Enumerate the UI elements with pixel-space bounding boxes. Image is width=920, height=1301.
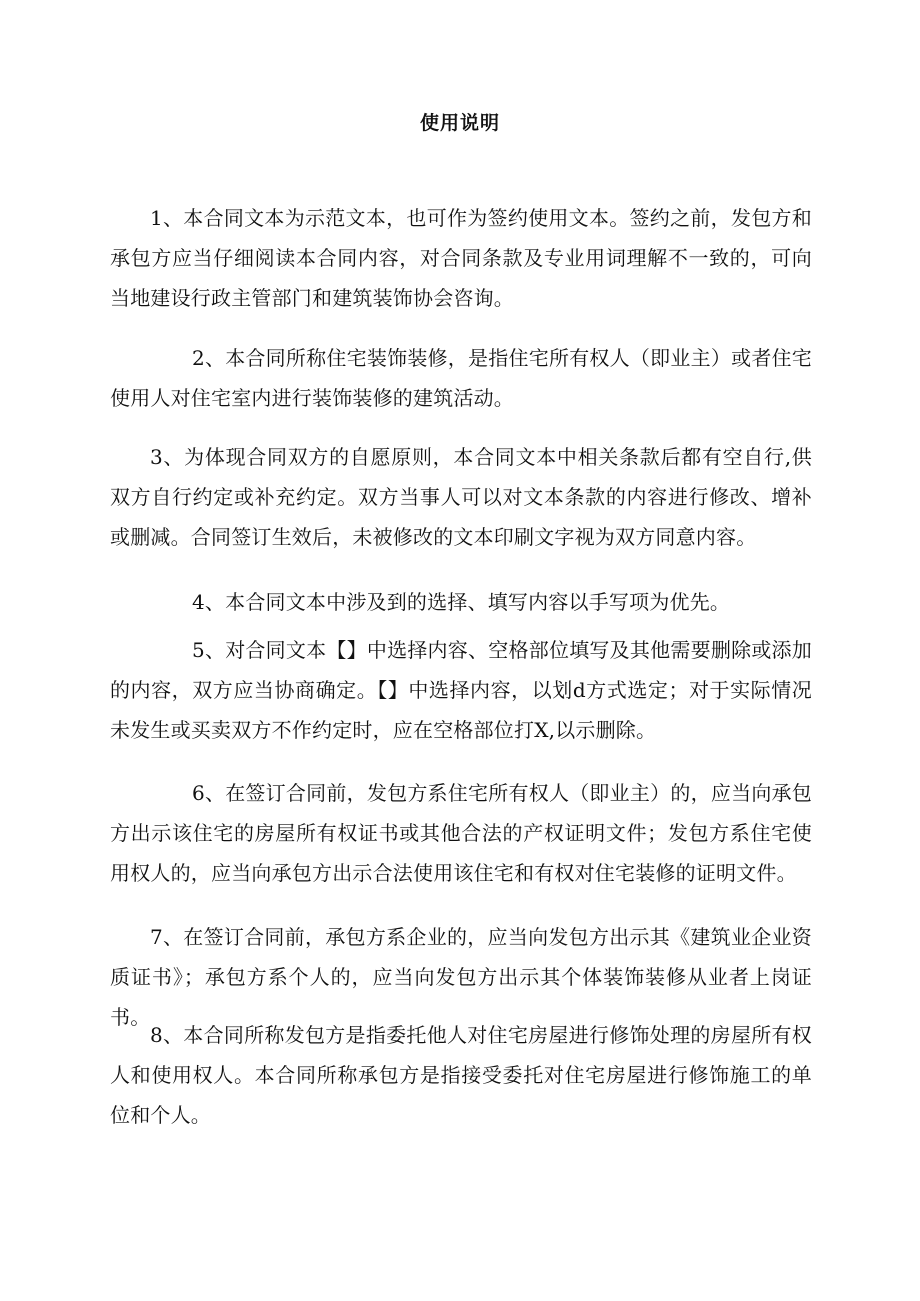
paragraph-6: 6、在签订合同前，发包方系住宅所有权人（即业主）的，应当向承包方出示该住宅的房屋所有权证书或其他合法的产权证明文件；发包方系住宅使用权人的，应当向承包方出示合法使用该住宅和有权对住宅装修的证明文件。	[110, 781, 812, 885]
page-title: 使用说明	[419, 112, 500, 134]
paragraph-1: 1、本合同文本为示范文本，也可作为签约使用文本。签约之前，发包方和承包方应当仔细阅读本合同内容，对合同条款及专业用词理解不一致的，可向当地建设行政主管部门和建筑装饰协会咨询。	[110, 206, 812, 310]
paragraph-4: 4、本合同文本中涉及到的选择、填写内容以手写项为优先。	[192, 590, 731, 614]
paragraph-3: 3、为体现合同双方的自愿原则，本合同文本中相关条款后都有空自行,供双方自行约定或补充约定。双方当事人可以对文本条款的内容进行修改、增补或删减。合同签订生效后，未被修改的文本印刷文字视为双方同意内容。	[110, 445, 812, 549]
paragraph-2: 2、本合同所称住宅装饰装修，是指住宅所有权人（即业主）或者住宅使用人对住宅室内进行装饰装修的建筑活动。	[110, 346, 812, 410]
paragraph-7: 7、在签订合同前，承包方系企业的，应当向发包方出示其《建筑业企业资质证书》；承包方系个人的，应当向发包方出示其个体装饰装修从业者上岗证书。	[110, 925, 812, 1029]
paragraph-5: 5、对合同文本【】中选择内容、空格部位填写及其他需要删除或添加的内容，双方应当协商确定。【】中选择内容，以划d方式选定；对于实际情况未发生或买卖双方不作约定时，应在空格部位打X,以示删除。	[110, 638, 812, 742]
paragraph-8: 8、本合同所称发包方是指委托他人对住宅房屋进行修饰处理的房屋所有权人和使用权人。本合同所称承包方是指接受委托对住宅房屋进行修饰施工的单位和个人。	[110, 1023, 812, 1127]
